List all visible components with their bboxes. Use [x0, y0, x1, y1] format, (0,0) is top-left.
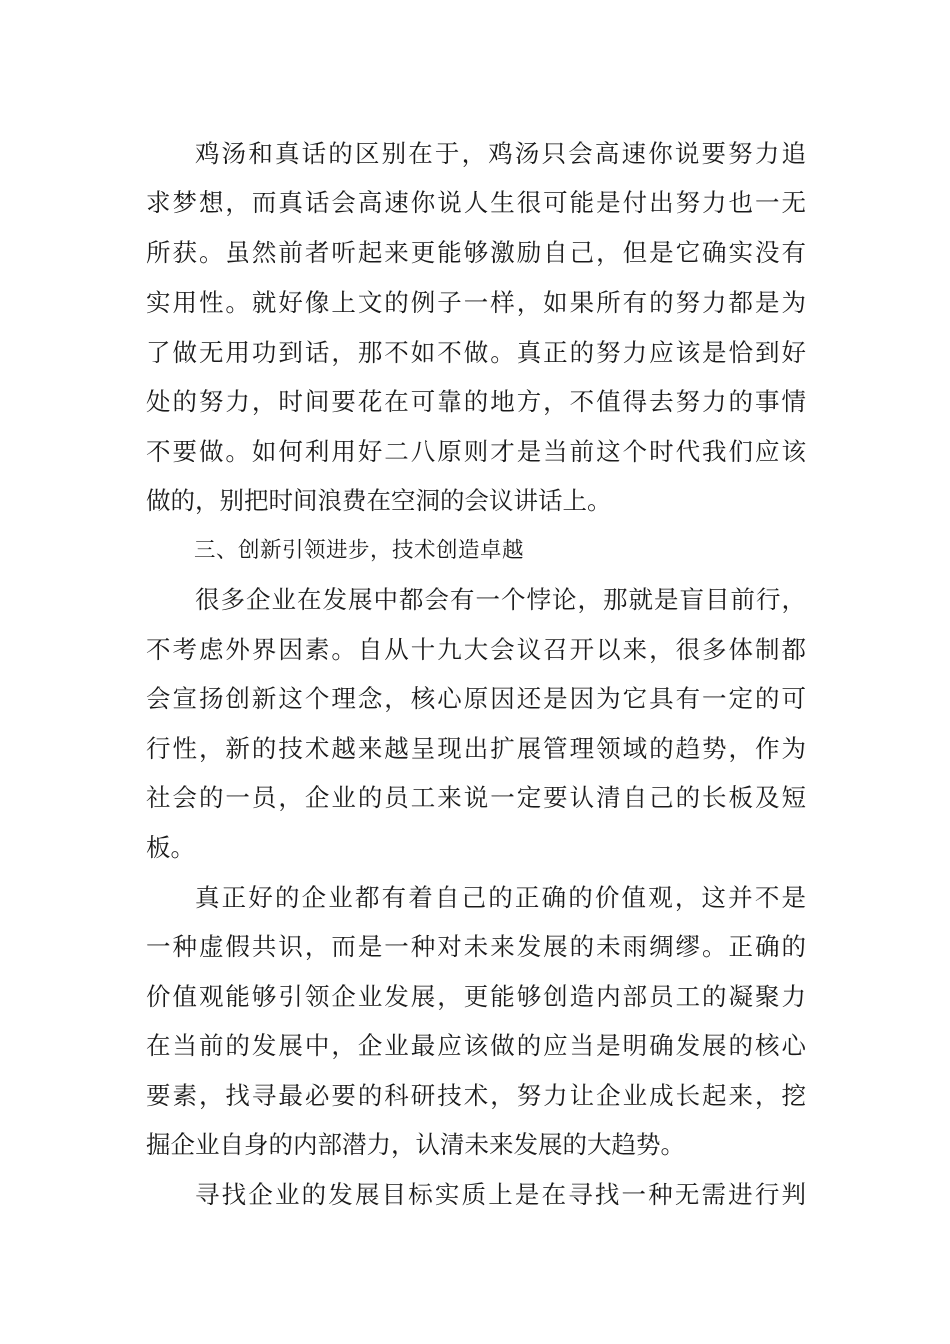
paragraph-3-line-6: 掘企业自身的内部潜力，认清未来发展的大趋势。 — [146, 1130, 685, 1159]
paragraph-1-line-8: 做的，别把时间浪费在空洞的会议讲话上。 — [146, 486, 612, 515]
paragraph-2-line-1: 很多企业在发展中都会有一个悖论，那就是盲目前行， — [195, 585, 806, 614]
paragraph-2-line-2: 不考虑外界因素。自从十九大会议召开以来，很多体制都 — [146, 635, 806, 664]
paragraph-3-line-5: 要素，找寻最必要的科研技术，努力让企业成长起来，挖 — [146, 1081, 806, 1110]
paragraph-2-line-6: 板。 — [146, 833, 195, 862]
paragraph-2-line-4: 行性，新的技术越来越呈现出扩展管理领域的趋势，作为 — [146, 734, 806, 763]
section-heading: 三、创新引领进步，技术创造卓越 — [194, 538, 525, 563]
paragraph-3-line-1: 真正好的企业都有着自己的正确的价值观，这并不是 — [195, 883, 806, 912]
paragraph-1-line-4: 实用性。就好像上文的例子一样，如果所有的努力都是为 — [146, 288, 806, 317]
paragraph-1-line-5: 了做无用功到话，那不如不做。真正的努力应该是恰到好 — [146, 338, 806, 367]
paragraph-1-line-1: 鸡汤和真话的区别在于，鸡汤只会高速你说要努力追 — [195, 139, 806, 168]
paragraph-2-line-5: 社会的一员，企业的员工来说一定要认清自己的长板及短 — [146, 783, 806, 812]
paragraph-1-line-3: 所获。虽然前者听起来更能够激励自己，但是它确实没有 — [146, 238, 806, 267]
paragraph-1-line-2: 求梦想，而真话会高速你说人生很可能是付出努力也一无 — [146, 188, 806, 217]
paragraph-1-line-6: 处的努力，时间要花在可靠的地方，不值得去努力的事情 — [146, 387, 806, 416]
paragraph-3-line-3: 价值观能够引领企业发展，更能够创造内部员工的凝聚力 — [146, 982, 806, 1011]
paragraph-4-line-1: 寻找企业的发展目标实质上是在寻找一种无需进行判 — [195, 1180, 806, 1209]
paragraph-2-line-3: 会宣扬创新这个理念，核心原因还是因为它具有一定的可 — [146, 684, 806, 713]
paragraph-1-line-7: 不要做。如何利用好二八原则才是当前这个时代我们应该 — [146, 437, 806, 466]
paragraph-3-line-4: 在当前的发展中，企业最应该做的应当是明确发展的核心 — [146, 1031, 806, 1060]
paragraph-3-line-2: 一种虚假共识，而是一种对未来发展的未雨绸缪。正确的 — [146, 932, 806, 961]
